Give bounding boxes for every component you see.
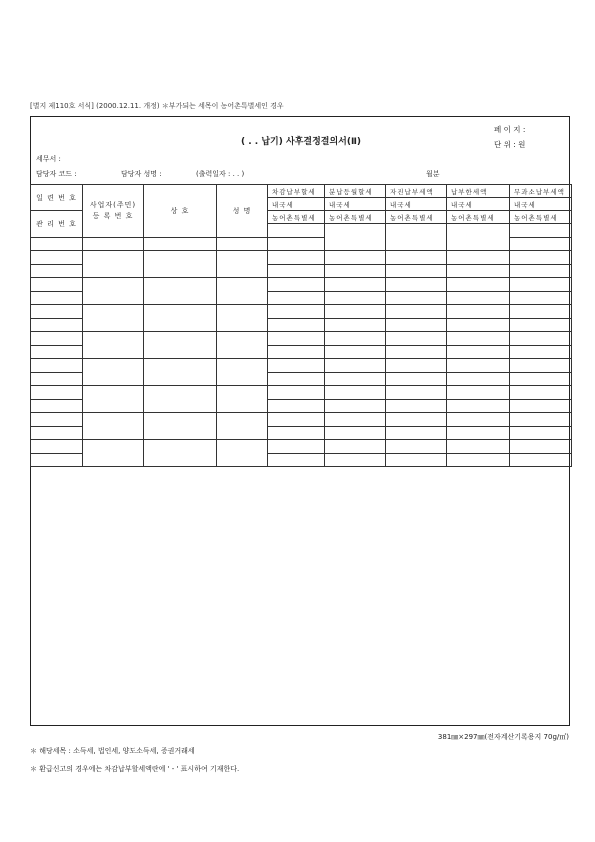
header-row-1 (31, 185, 572, 198)
person-name-cell[interactable] (217, 386, 268, 413)
national-tax-amount-cell[interactable] (325, 386, 386, 400)
rural-tax-amount-cell[interactable] (268, 264, 325, 278)
national-tax-amount-cell[interactable] (447, 278, 510, 292)
national-tax-amount-cell[interactable] (447, 386, 510, 400)
business-registration-cell[interactable] (325, 224, 386, 251)
sub-national-tax: 내국세 (386, 198, 447, 211)
table-row (31, 251, 572, 265)
sub-national-tax: 내국세 (447, 198, 510, 211)
group-header-deducted-payable: 차감납부할세 (268, 185, 325, 198)
rural-tax-amount-cell[interactable] (510, 264, 572, 278)
group-header-paid: 납부한세액 (447, 185, 510, 198)
national-tax-amount-cell[interactable] (510, 440, 572, 454)
form-title: ( . . 납기) 사후결정결의서(Ⅱ) (241, 137, 361, 147)
footnote-refund: ＊ 환급신고의 경우에는 차감납부할세액란에 ' - ' 표시하여 기재한다. (30, 765, 240, 773)
rural-tax-amount-cell[interactable] (268, 453, 325, 467)
person-name-cell[interactable] (217, 332, 268, 359)
group-header-installment: 분납등월할세 (325, 185, 386, 198)
business-registration-cell[interactable] (83, 332, 144, 359)
serial-number-cell[interactable] (31, 305, 83, 319)
rural-tax-amount-cell[interactable] (447, 399, 510, 413)
company-name-cell[interactable] (144, 413, 217, 440)
person-name-cell[interactable] (447, 224, 510, 251)
person-name-header: 성 명 (217, 185, 268, 238)
form-frame (30, 116, 570, 726)
staff-name-label: 담당자 성명 : (121, 170, 162, 178)
business-registration-cell[interactable] (83, 278, 144, 305)
rural-tax-amount-cell[interactable] (325, 291, 386, 305)
rural-tax-amount-cell[interactable] (217, 237, 268, 251)
group-header-self-paid: 자진납부세액 (386, 185, 447, 198)
sub-national-tax: 내국세 (510, 198, 572, 211)
national-tax-amount-cell[interactable] (268, 440, 325, 454)
rural-tax-amount-cell[interactable] (325, 453, 386, 467)
company-name-header: 상 호 (144, 185, 217, 238)
management-number-cell[interactable] (31, 264, 83, 278)
rural-tax-amount-cell[interactable] (268, 399, 325, 413)
national-tax-amount-cell[interactable] (386, 359, 447, 373)
rural-tax-amount-cell[interactable] (386, 264, 447, 278)
rural-tax-amount-cell[interactable] (144, 237, 217, 251)
management-number-cell[interactable] (31, 291, 83, 305)
rural-tax-amount-cell[interactable] (325, 399, 386, 413)
rural-tax-amount-cell[interactable] (447, 453, 510, 467)
rural-tax-amount-cell[interactable] (386, 372, 447, 386)
group-header-underpaid: 무과소납부세액 (510, 185, 572, 198)
national-tax-amount-cell[interactable] (510, 251, 572, 265)
national-tax-amount-cell[interactable] (325, 359, 386, 373)
management-number-cell[interactable] (31, 372, 83, 386)
management-number-cell[interactable] (31, 426, 83, 440)
table-row (31, 278, 572, 292)
business-registration-cell[interactable] (83, 440, 144, 467)
company-name-cell[interactable] (144, 386, 217, 413)
national-tax-amount-cell[interactable] (447, 413, 510, 427)
national-tax-amount-cell[interactable] (447, 305, 510, 319)
national-tax-amount-cell[interactable] (386, 251, 447, 265)
business-registration-cell[interactable] (83, 359, 144, 386)
national-tax-amount-cell[interactable] (268, 359, 325, 373)
serial-number-cell[interactable] (31, 251, 83, 265)
national-tax-amount-cell[interactable] (510, 413, 572, 427)
rural-tax-amount-cell[interactable] (325, 372, 386, 386)
national-tax-amount-cell[interactable] (325, 440, 386, 454)
serial-number-cell[interactable] (31, 359, 83, 373)
rural-tax-amount-cell[interactable] (325, 345, 386, 359)
company-name-cell[interactable] (144, 332, 217, 359)
footnote-tax-items: ＊ 해당세목 : 소득세, 법인세, 양도소득세, 증권거래세 (30, 747, 195, 755)
national-tax-amount-cell[interactable] (386, 332, 447, 346)
sub-rural-special-tax: 농어촌특별세 (447, 211, 510, 224)
serial-number-header: 일 련 번 호 (31, 185, 83, 211)
rural-tax-amount-cell[interactable] (268, 372, 325, 386)
rural-tax-amount-cell[interactable] (386, 345, 447, 359)
national-tax-amount-cell[interactable] (268, 332, 325, 346)
national-tax-amount-cell[interactable] (325, 305, 386, 319)
national-tax-amount-cell[interactable] (386, 440, 447, 454)
rural-tax-amount-cell[interactable] (268, 345, 325, 359)
management-number-cell[interactable] (31, 237, 83, 251)
management-number-cell[interactable] (31, 345, 83, 359)
rural-tax-amount-cell[interactable] (386, 453, 447, 467)
rural-tax-amount-cell[interactable] (447, 372, 510, 386)
national-tax-amount-cell[interactable] (268, 278, 325, 292)
national-tax-amount-cell[interactable] (510, 224, 572, 238)
national-tax-amount-cell[interactable] (268, 386, 325, 400)
national-tax-amount-cell[interactable] (510, 305, 572, 319)
business-registration-cell[interactable] (83, 305, 144, 332)
national-tax-amount-cell[interactable] (386, 305, 447, 319)
rural-tax-amount-cell[interactable] (447, 426, 510, 440)
national-tax-amount-cell[interactable] (386, 386, 447, 400)
person-name-cell[interactable] (217, 359, 268, 386)
business-registration-header: 사업자(주민) 등 록 번 호 (83, 185, 144, 238)
national-tax-amount-cell[interactable] (268, 413, 325, 427)
staff-code-label: 담당자 코드 : (36, 170, 77, 178)
table-row (31, 305, 572, 319)
sub-rural-special-tax: 농어촌특별세 (268, 211, 325, 224)
company-name-cell[interactable] (144, 359, 217, 386)
tax-office-label: 세무서 : (36, 155, 61, 163)
person-name-cell[interactable] (217, 278, 268, 305)
unit-label: 단 위 : 원 (494, 140, 526, 149)
management-number-header: 관 리 번 호 (31, 211, 83, 238)
month-label: 월분 (426, 170, 440, 178)
company-name-cell[interactable] (144, 251, 217, 278)
serial-number-cell[interactable] (31, 278, 83, 292)
rural-tax-amount-cell[interactable] (386, 399, 447, 413)
rural-tax-amount-cell[interactable] (510, 345, 572, 359)
management-number-cell[interactable] (31, 453, 83, 467)
business-registration-cell[interactable] (83, 251, 144, 278)
table-row (31, 386, 572, 400)
national-tax-amount-cell[interactable] (268, 251, 325, 265)
sub-rural-special-tax: 농어촌특별세 (386, 211, 447, 224)
rural-tax-amount-cell[interactable] (268, 237, 325, 251)
rural-tax-amount-cell[interactable] (268, 426, 325, 440)
print-date-label: (출력일자 : . . ) (196, 170, 245, 178)
form-number-note: [별지 제110호 서식] (2000.12.11. 개정) ＊부가되는 세목이 농어촌특별세인 경우 (30, 102, 284, 110)
rural-tax-amount-cell[interactable] (325, 264, 386, 278)
serial-number-cell[interactable] (31, 386, 83, 400)
company-name-cell[interactable] (144, 278, 217, 305)
rural-tax-amount-cell[interactable] (268, 318, 325, 332)
serial-number-cell[interactable] (268, 224, 325, 238)
rural-tax-amount-cell[interactable] (386, 426, 447, 440)
table-row (31, 413, 572, 427)
company-name-cell[interactable] (144, 440, 217, 467)
business-registration-cell[interactable] (83, 386, 144, 413)
sub-national-tax: 내국세 (268, 198, 325, 211)
national-tax-amount-cell[interactable] (510, 359, 572, 373)
national-tax-amount-cell[interactable] (386, 413, 447, 427)
national-tax-amount-cell[interactable] (325, 278, 386, 292)
management-number-cell[interactable] (31, 399, 83, 413)
company-name-cell[interactable] (144, 305, 217, 332)
rural-tax-amount-cell[interactable] (510, 372, 572, 386)
rural-tax-amount-cell[interactable] (83, 237, 144, 251)
rural-tax-amount-cell[interactable] (325, 426, 386, 440)
rural-tax-amount-cell[interactable] (510, 399, 572, 413)
business-registration-cell[interactable] (83, 413, 144, 440)
page-label: 페 이 지 : (494, 125, 526, 134)
national-tax-amount-cell[interactable] (325, 413, 386, 427)
person-name-cell[interactable] (217, 251, 268, 278)
sub-rural-special-tax: 농어촌특별세 (325, 211, 386, 224)
rural-tax-amount-cell[interactable] (447, 291, 510, 305)
table-row (31, 440, 572, 454)
table-row (31, 359, 572, 373)
rural-tax-amount-cell[interactable] (447, 345, 510, 359)
national-tax-amount-cell[interactable] (447, 440, 510, 454)
rural-tax-amount-cell[interactable] (447, 318, 510, 332)
person-name-cell[interactable] (217, 305, 268, 332)
management-number-cell[interactable] (31, 318, 83, 332)
person-name-cell[interactable] (217, 440, 268, 467)
person-name-cell[interactable] (217, 413, 268, 440)
table-row (31, 332, 572, 346)
serial-number-cell[interactable] (31, 332, 83, 346)
rural-tax-amount-cell[interactable] (447, 264, 510, 278)
national-tax-amount-cell[interactable] (447, 251, 510, 265)
rural-tax-amount-cell[interactable] (386, 291, 447, 305)
national-tax-amount-cell[interactable] (447, 332, 510, 346)
rural-tax-amount-cell[interactable] (510, 426, 572, 440)
company-name-cell[interactable] (386, 224, 447, 251)
sub-rural-special-tax: 농어촌특별세 (510, 211, 572, 224)
serial-number-cell[interactable] (31, 413, 83, 427)
national-tax-amount-cell[interactable] (447, 359, 510, 373)
national-tax-amount-cell[interactable] (510, 332, 572, 346)
sub-national-tax: 내국세 (325, 198, 386, 211)
rural-tax-amount-cell[interactable] (268, 291, 325, 305)
rural-tax-amount-cell[interactable] (510, 291, 572, 305)
serial-number-cell[interactable] (31, 440, 83, 454)
rural-tax-amount-cell[interactable] (510, 237, 572, 251)
national-tax-amount-cell[interactable] (268, 305, 325, 319)
rural-tax-amount-cell[interactable] (386, 318, 447, 332)
national-tax-amount-cell[interactable] (510, 386, 572, 400)
national-tax-amount-cell[interactable] (386, 278, 447, 292)
paper-spec-note: 381㎜×297㎜(전자계산기록용지 70g/㎡) (437, 733, 569, 741)
rural-tax-amount-cell[interactable] (325, 318, 386, 332)
decision-table (30, 184, 572, 467)
national-tax-amount-cell[interactable] (325, 251, 386, 265)
rural-tax-amount-cell[interactable] (510, 453, 572, 467)
national-tax-amount-cell[interactable] (325, 332, 386, 346)
national-tax-amount-cell[interactable] (510, 278, 572, 292)
rural-tax-amount-cell[interactable] (510, 318, 572, 332)
